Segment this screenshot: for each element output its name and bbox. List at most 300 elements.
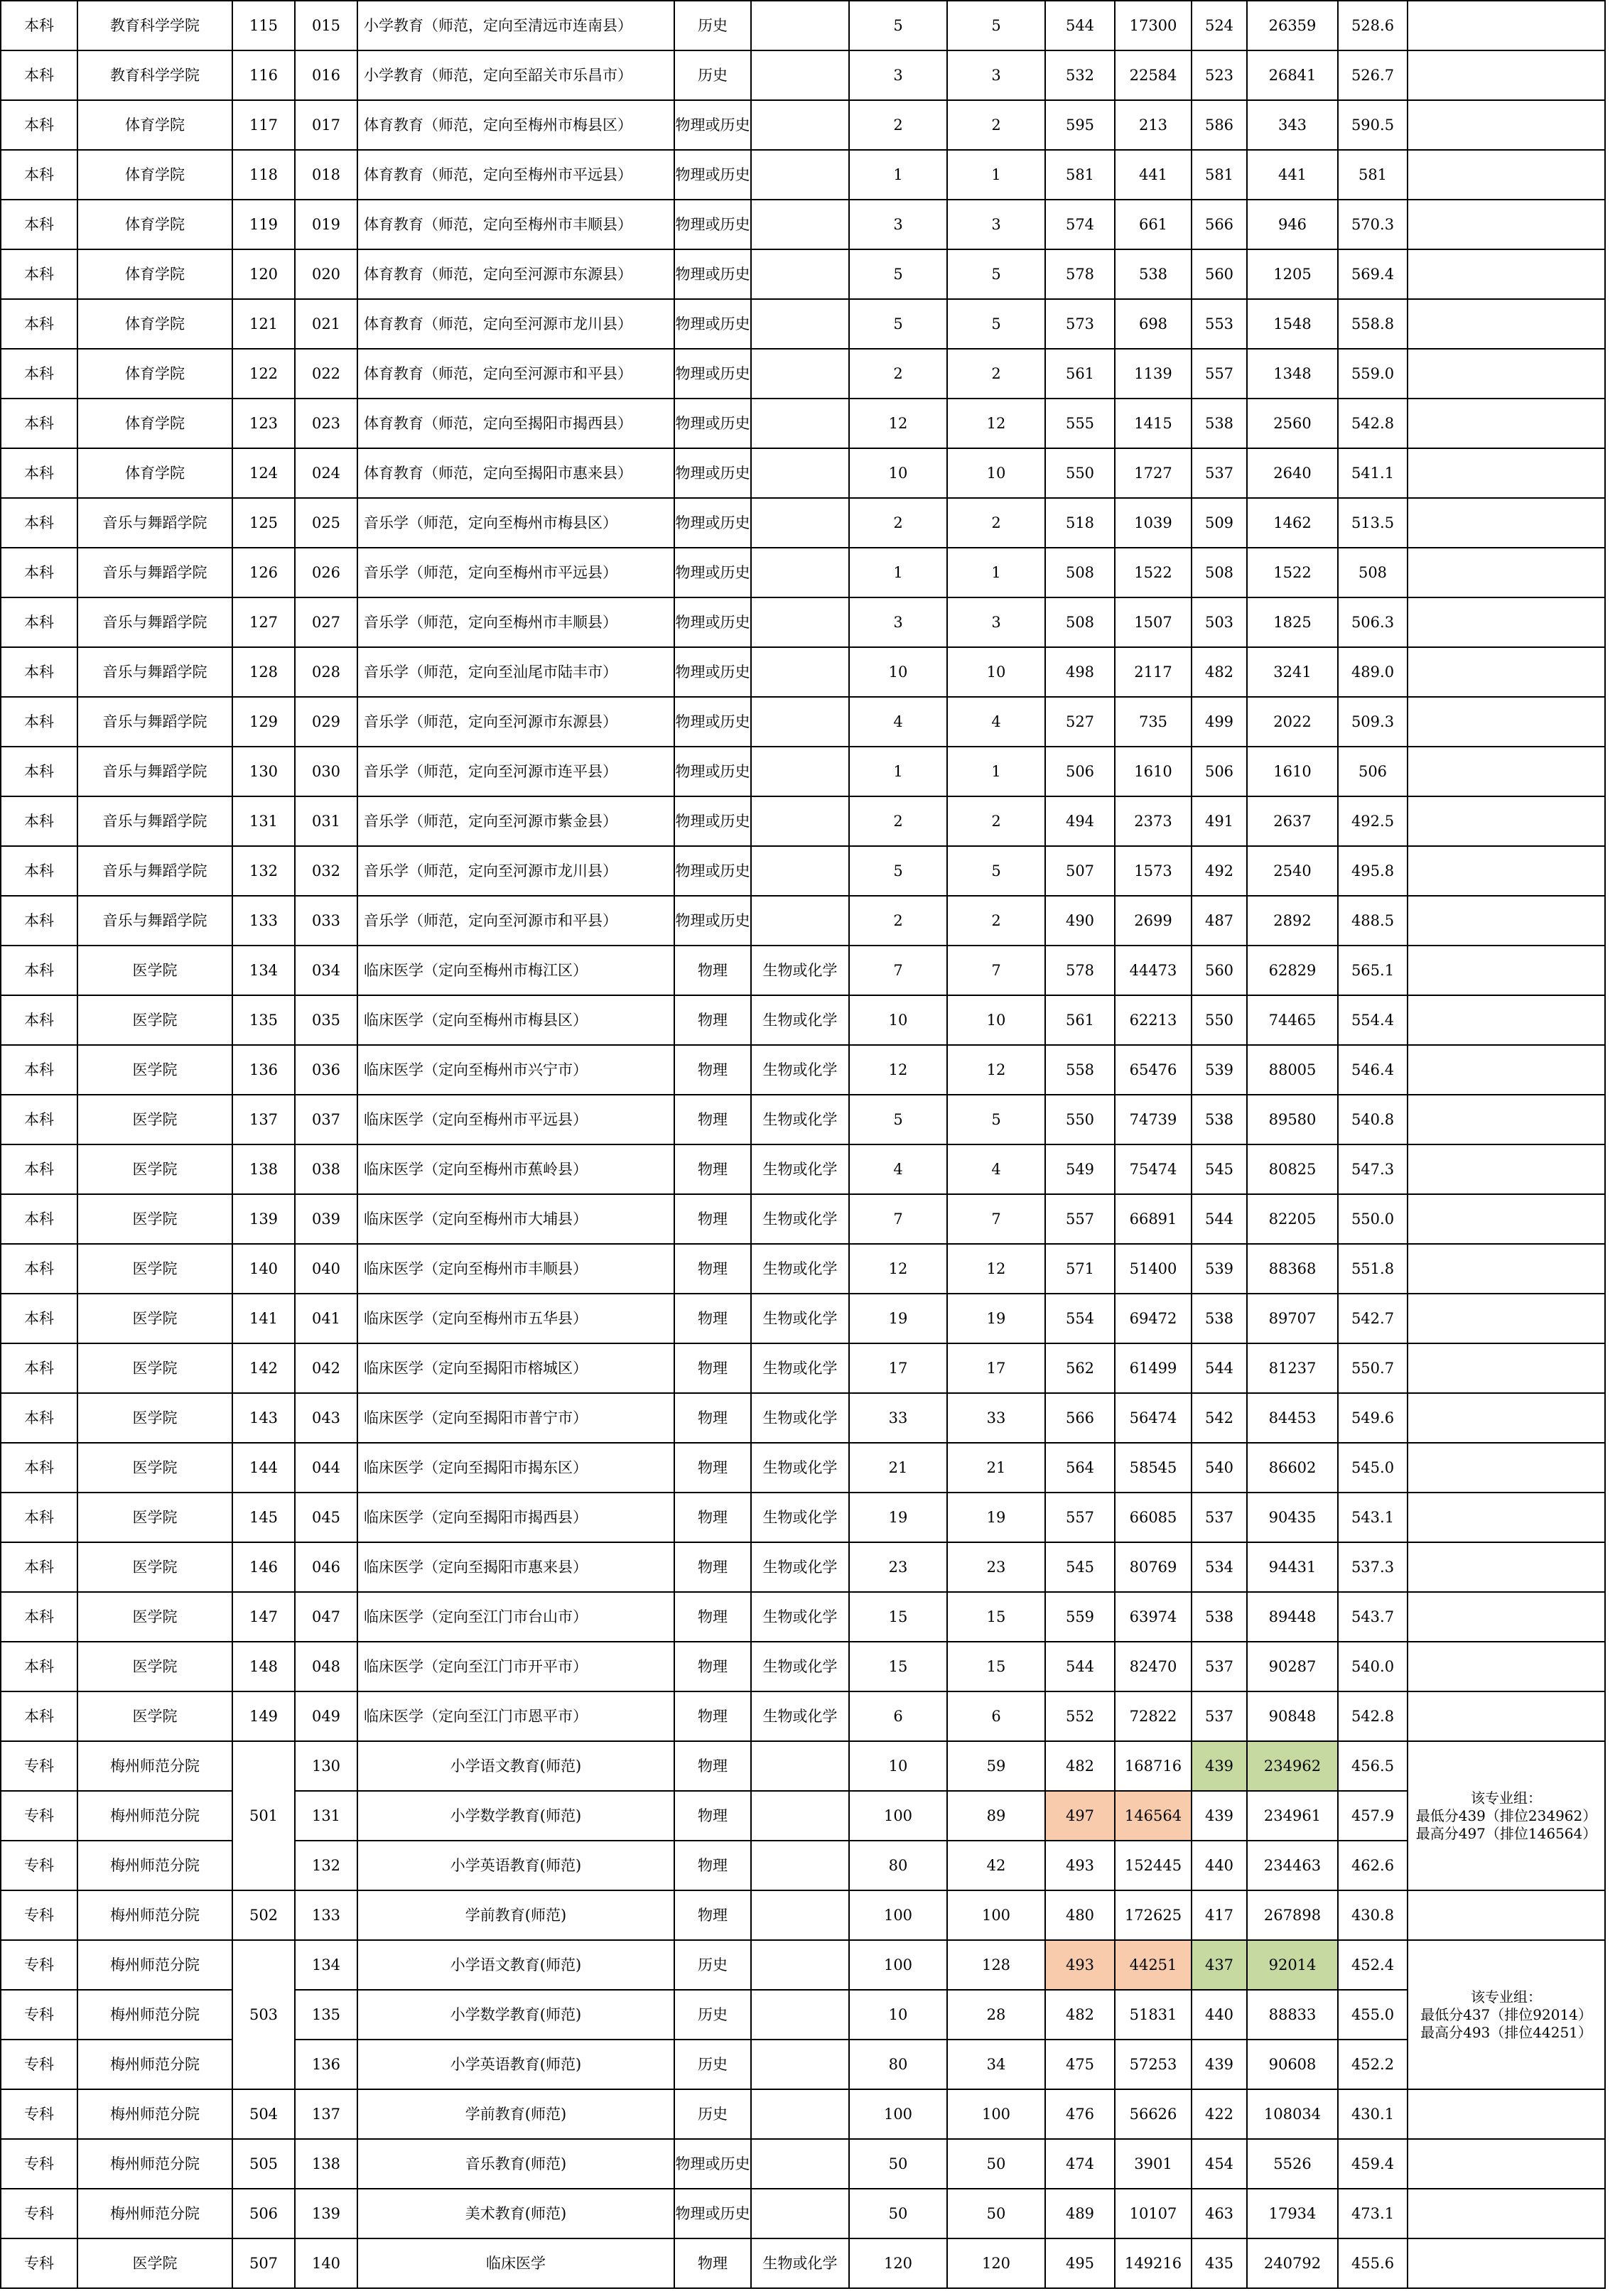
table-row	[1, 1343, 1605, 1393]
cell-subject: 物理	[674, 946, 751, 995]
table-row	[1, 1741, 1605, 1791]
cell-college: 医学院	[77, 1294, 232, 1343]
cell-major: 音乐学（师范，定向至河源市紫金县）	[357, 796, 674, 846]
cell-major: 音乐学（师范，定向至河源市龙川县）	[357, 846, 674, 896]
cell-extra: 生物或化学	[751, 1691, 849, 1741]
cell-avg: 550.7	[1338, 1343, 1408, 1393]
cell-min-rank: 86602	[1247, 1443, 1338, 1493]
cell-min-score: 523	[1192, 50, 1247, 100]
table-row	[1, 150, 1605, 200]
cell-college: 梅州师范分院	[77, 2089, 232, 2139]
cell-major-code: 138	[295, 2139, 357, 2189]
cell-level: 本科	[1, 946, 77, 995]
cell-note	[1408, 2238, 1605, 2288]
cell-max-rank: 735	[1115, 697, 1192, 747]
cell-college: 梅州师范分院	[77, 1940, 232, 1990]
cell-major: 小学数学教育(师范)	[357, 1990, 674, 2040]
cell-major-code: 042	[295, 1343, 357, 1393]
cell-admitted: 50	[947, 2189, 1045, 2238]
cell-min-rank: 2892	[1247, 896, 1338, 946]
cell-plan: 7	[849, 946, 947, 995]
cell-admitted: 17	[947, 1343, 1045, 1393]
cell-note	[1408, 399, 1605, 448]
cell-major-code: 038	[295, 1144, 357, 1194]
cell-major: 临床医学（定向至江门市恩平市）	[357, 1691, 674, 1741]
cell-extra	[751, 100, 849, 150]
cell-extra: 生物或化学	[751, 1443, 849, 1493]
cell-max-score: 550	[1045, 448, 1115, 498]
cell-major: 临床医学（定向至梅州市丰顺县）	[357, 1244, 674, 1294]
cell-max-score: 578	[1045, 249, 1115, 299]
cell-max-rank: 2373	[1115, 796, 1192, 846]
cell-code: 133	[232, 896, 295, 946]
cell-extra: 生物或化学	[751, 1294, 849, 1343]
cell-avg: 581	[1338, 150, 1408, 200]
cell-avg: 430.8	[1338, 1890, 1408, 1940]
cell-admitted: 3	[947, 597, 1045, 647]
cell-min-rank: 81237	[1247, 1343, 1338, 1393]
cell-code: 116	[232, 50, 295, 100]
cell-note	[1408, 1691, 1605, 1741]
cell-major: 临床医学（定向至梅州市梅江区）	[357, 946, 674, 995]
cell-min-rank: 1610	[1247, 747, 1338, 796]
cell-extra	[751, 150, 849, 200]
cell-max-score: 475	[1045, 2040, 1115, 2089]
cell-plan: 10	[849, 647, 947, 697]
cell-max-score: 493	[1045, 1841, 1115, 1890]
cell-subject: 物理	[674, 1095, 751, 1144]
cell-min-score: 503	[1192, 597, 1247, 647]
cell-min-score: 491	[1192, 796, 1247, 846]
table-row	[1, 200, 1605, 249]
table-row	[1, 2189, 1605, 2238]
cell-admitted: 5	[947, 249, 1045, 299]
cell-avg: 452.4	[1338, 1940, 1408, 1990]
cell-level: 本科	[1, 1642, 77, 1691]
cell-max-score: 562	[1045, 1343, 1115, 1393]
cell-extra: 生物或化学	[751, 1244, 849, 1294]
table-row	[1, 995, 1605, 1045]
cell-major-code: 035	[295, 995, 357, 1045]
cell-major-code: 028	[295, 647, 357, 697]
cell-note	[1408, 2139, 1605, 2189]
cell-avg: 546.4	[1338, 1045, 1408, 1095]
table-row	[1, 1, 1605, 50]
cell-code: 119	[232, 200, 295, 249]
cell-note	[1408, 697, 1605, 747]
cell-subject: 物理或历史	[674, 448, 751, 498]
table-row	[1, 2139, 1605, 2189]
cell-extra	[751, 1940, 849, 1990]
cell-college: 音乐与舞蹈学院	[77, 597, 232, 647]
cell-code: 136	[232, 1045, 295, 1095]
cell-subject: 历史	[674, 1, 751, 50]
cell-college: 体育学院	[77, 249, 232, 299]
cell-min-rank: 5526	[1247, 2139, 1338, 2189]
cell-extra	[751, 498, 849, 548]
table-row	[1, 1244, 1605, 1294]
cell-note	[1408, 249, 1605, 299]
cell-major-code: 049	[295, 1691, 357, 1741]
cell-plan: 100	[849, 1791, 947, 1841]
cell-level: 专科	[1, 2189, 77, 2238]
cell-plan: 3	[849, 597, 947, 647]
cell-admitted: 5	[947, 299, 1045, 349]
cell-subject: 物理或历史	[674, 647, 751, 697]
cell-max-score: 561	[1045, 995, 1115, 1045]
cell-admitted: 6	[947, 1691, 1045, 1741]
cell-max-rank: 1610	[1115, 747, 1192, 796]
cell-avg: 570.3	[1338, 200, 1408, 249]
cell-min-score: 463	[1192, 2189, 1247, 2238]
cell-code: 130	[232, 747, 295, 796]
cell-extra	[751, 1890, 849, 1940]
cell-extra	[751, 399, 849, 448]
cell-note	[1408, 1045, 1605, 1095]
cell-college: 音乐与舞蹈学院	[77, 747, 232, 796]
cell-code: 149	[232, 1691, 295, 1741]
cell-college: 医学院	[77, 1592, 232, 1642]
cell-min-score: 538	[1192, 399, 1247, 448]
cell-subject: 物理	[674, 1741, 751, 1791]
cell-plan: 50	[849, 2189, 947, 2238]
cell-max-score: 480	[1045, 1890, 1115, 1940]
cell-college: 医学院	[77, 1493, 232, 1542]
cell-major: 小学教育（师范，定向至清远市连南县）	[357, 1, 674, 50]
cell-max-score: 508	[1045, 548, 1115, 597]
cell-max-score: 545	[1045, 1542, 1115, 1592]
cell-code: 139	[232, 1194, 295, 1244]
cell-subject: 物理或历史	[674, 399, 751, 448]
cell-level: 本科	[1, 249, 77, 299]
cell-major: 音乐学（师范，定向至梅州市梅县区）	[357, 498, 674, 548]
cell-min-rank: 267898	[1247, 1890, 1338, 1940]
cell-college: 音乐与舞蹈学院	[77, 896, 232, 946]
cell-major: 小学教育（师范，定向至韶关市乐昌市）	[357, 50, 674, 100]
cell-avg: 430.1	[1338, 2089, 1408, 2139]
cell-admitted: 4	[947, 697, 1045, 747]
cell-max-rank: 1522	[1115, 548, 1192, 597]
cell-max-score: 557	[1045, 1493, 1115, 1542]
cell-plan: 4	[849, 697, 947, 747]
cell-major-code: 135	[295, 1990, 357, 2040]
cell-major-code: 016	[295, 50, 357, 100]
cell-plan: 3	[849, 200, 947, 249]
cell-major: 美术教育(师范)	[357, 2189, 674, 2238]
cell-max-rank: 1507	[1115, 597, 1192, 647]
cell-avg: 547.3	[1338, 1144, 1408, 1194]
cell-min-rank: 84453	[1247, 1393, 1338, 1443]
cell-avg: 492.5	[1338, 796, 1408, 846]
cell-min-score: 550	[1192, 995, 1247, 1045]
cell-note	[1408, 2089, 1605, 2139]
cell-level: 本科	[1, 1542, 77, 1592]
cell-min-score: 487	[1192, 896, 1247, 946]
cell-subject: 物理	[674, 1443, 751, 1493]
cell-note	[1408, 548, 1605, 597]
cell-min-rank: 90435	[1247, 1493, 1338, 1542]
cell-min-score: 539	[1192, 1244, 1247, 1294]
cell-major-code: 024	[295, 448, 357, 498]
cell-extra	[751, 647, 849, 697]
cell-min-rank: 2022	[1247, 697, 1338, 747]
cell-major: 音乐学（师范，定向至河源市连平县）	[357, 747, 674, 796]
cell-level: 本科	[1, 1493, 77, 1542]
cell-min-score: 439	[1192, 2040, 1247, 2089]
cell-admitted: 7	[947, 946, 1045, 995]
cell-min-rank: 82205	[1247, 1194, 1338, 1244]
cell-plan: 10	[849, 995, 947, 1045]
table-row	[1, 896, 1605, 946]
cell-max-rank: 698	[1115, 299, 1192, 349]
cell-subject: 物理或历史	[674, 100, 751, 150]
cell-admitted: 33	[947, 1393, 1045, 1443]
table-row	[1, 498, 1605, 548]
cell-max-rank: 2117	[1115, 647, 1192, 697]
cell-subject: 物理	[674, 1791, 751, 1841]
cell-level: 本科	[1, 1343, 77, 1393]
cell-plan: 21	[849, 1443, 947, 1493]
cell-college: 医学院	[77, 946, 232, 995]
cell-major: 临床医学	[357, 2238, 674, 2288]
cell-avg: 455.0	[1338, 1990, 1408, 2040]
cell-max-rank: 66891	[1115, 1194, 1192, 1244]
cell-max-score: 557	[1045, 1194, 1115, 1244]
cell-min-rank: 90848	[1247, 1691, 1338, 1741]
cell-major-code: 037	[295, 1095, 357, 1144]
cell-college: 医学院	[77, 1393, 232, 1443]
cell-level: 专科	[1, 2089, 77, 2139]
cell-min-score: 534	[1192, 1542, 1247, 1592]
cell-code: 129	[232, 697, 295, 747]
cell-max-rank: 56626	[1115, 2089, 1192, 2139]
cell-major-code: 043	[295, 1393, 357, 1443]
cell-max-rank: 1039	[1115, 498, 1192, 548]
cell-min-rank: 1462	[1247, 498, 1338, 548]
cell-admitted: 2	[947, 498, 1045, 548]
cell-group-code: 506	[232, 2189, 295, 2238]
cell-subject: 物理	[674, 1045, 751, 1095]
cell-admitted: 1	[947, 747, 1045, 796]
cell-code: 146	[232, 1542, 295, 1592]
cell-extra	[751, 747, 849, 796]
cell-subject: 物理	[674, 2238, 751, 2288]
cell-extra	[751, 2089, 849, 2139]
cell-max-rank: 51400	[1115, 1244, 1192, 1294]
cell-avg: 537.3	[1338, 1542, 1408, 1592]
table-row	[1, 100, 1605, 150]
cell-code: 145	[232, 1493, 295, 1542]
cell-min-rank: 62829	[1247, 946, 1338, 995]
cell-subject: 物理或历史	[674, 2139, 751, 2189]
cell-max-rank: 213	[1115, 100, 1192, 150]
table-row	[1, 946, 1605, 995]
cell-min-rank: 92014	[1247, 1940, 1338, 1990]
cell-college: 医学院	[77, 1642, 232, 1691]
cell-max-score: 476	[1045, 2089, 1115, 2139]
cell-level: 专科	[1, 1890, 77, 1940]
cell-extra: 生物或化学	[751, 1642, 849, 1691]
cell-max-rank: 1727	[1115, 448, 1192, 498]
cell-max-score: 554	[1045, 1294, 1115, 1343]
cell-avg: 541.1	[1338, 448, 1408, 498]
cell-admitted: 10	[947, 448, 1045, 498]
cell-plan: 1	[849, 548, 947, 597]
cell-min-score: 539	[1192, 1045, 1247, 1095]
cell-major: 临床医学（定向至梅州市大埔县）	[357, 1194, 674, 1244]
cell-min-rank: 1205	[1247, 249, 1338, 299]
cell-min-rank: 90608	[1247, 2040, 1338, 2089]
cell-min-score: 586	[1192, 100, 1247, 150]
cell-admitted: 34	[947, 2040, 1045, 2089]
cell-min-rank: 89707	[1247, 1294, 1338, 1343]
cell-plan: 10	[849, 1990, 947, 2040]
cell-major: 体育教育（师范，定向至揭阳市揭西县）	[357, 399, 674, 448]
cell-major-code: 040	[295, 1244, 357, 1294]
cell-max-rank: 661	[1115, 200, 1192, 249]
cell-min-score: 537	[1192, 1642, 1247, 1691]
table-row	[1, 1493, 1605, 1542]
cell-avg: 526.7	[1338, 50, 1408, 100]
cell-max-score: 498	[1045, 647, 1115, 697]
table-row	[1, 399, 1605, 448]
cell-admitted: 15	[947, 1642, 1045, 1691]
cell-min-score: 482	[1192, 647, 1247, 697]
cell-code: 132	[232, 846, 295, 896]
cell-subject: 物理或历史	[674, 150, 751, 200]
cell-subject: 物理或历史	[674, 796, 751, 846]
cell-plan: 5	[849, 846, 947, 896]
cell-code: 134	[232, 946, 295, 995]
cell-subject: 物理	[674, 1691, 751, 1741]
cell-code: 128	[232, 647, 295, 697]
cell-admitted: 59	[947, 1741, 1045, 1791]
cell-min-rank: 26359	[1247, 1, 1338, 50]
cell-note	[1408, 2189, 1605, 2238]
table-row	[1, 1294, 1605, 1343]
cell-max-score: 555	[1045, 399, 1115, 448]
cell-note	[1408, 1, 1605, 50]
cell-admitted: 5	[947, 1, 1045, 50]
cell-major-code: 034	[295, 946, 357, 995]
cell-extra	[751, 1, 849, 50]
cell-code: 118	[232, 150, 295, 200]
cell-code: 117	[232, 100, 295, 150]
cell-max-rank: 149216	[1115, 2238, 1192, 2288]
cell-max-rank: 51831	[1115, 1990, 1192, 2040]
cell-admitted: 15	[947, 1592, 1045, 1642]
cell-level: 专科	[1, 1841, 77, 1890]
cell-max-score: 474	[1045, 2139, 1115, 2189]
cell-min-rank: 343	[1247, 100, 1338, 150]
cell-min-score: 440	[1192, 1841, 1247, 1890]
cell-max-score: 558	[1045, 1045, 1115, 1095]
table-row	[1, 1940, 1605, 1990]
cell-max-rank: 62213	[1115, 995, 1192, 1045]
cell-note	[1408, 796, 1605, 846]
table-row	[1, 349, 1605, 399]
cell-avg: 513.5	[1338, 498, 1408, 548]
cell-plan: 7	[849, 1194, 947, 1244]
cell-major: 音乐学（师范，定向至河源市东源县）	[357, 697, 674, 747]
cell-note	[1408, 1244, 1605, 1294]
cell-code: 124	[232, 448, 295, 498]
cell-plan: 80	[849, 2040, 947, 2089]
cell-admitted: 5	[947, 1095, 1045, 1144]
cell-code: 115	[232, 1, 295, 50]
cell-plan: 100	[849, 2089, 947, 2139]
cell-subject: 历史	[674, 1990, 751, 2040]
cell-level: 本科	[1, 349, 77, 399]
cell-max-rank: 146564	[1115, 1791, 1192, 1841]
cell-level: 本科	[1, 796, 77, 846]
table-row	[1, 299, 1605, 349]
cell-note	[1408, 349, 1605, 399]
cell-subject: 历史	[674, 50, 751, 100]
cell-max-rank: 74739	[1115, 1095, 1192, 1144]
table-row	[1, 796, 1605, 846]
cell-admitted: 2	[947, 796, 1045, 846]
cell-college: 体育学院	[77, 299, 232, 349]
cell-min-score: 544	[1192, 1343, 1247, 1393]
cell-subject: 物理或历史	[674, 200, 751, 249]
table-row	[1, 597, 1605, 647]
cell-major: 小学语文教育(师范)	[357, 1741, 674, 1791]
cell-max-score: 506	[1045, 747, 1115, 796]
cell-note	[1408, 896, 1605, 946]
cell-avg: 559.0	[1338, 349, 1408, 399]
cell-major-code: 022	[295, 349, 357, 399]
cell-major-code: 046	[295, 1542, 357, 1592]
cell-admitted: 19	[947, 1493, 1045, 1542]
table-row	[1, 846, 1605, 896]
cell-note	[1408, 1343, 1605, 1393]
table-row	[1, 1691, 1605, 1741]
cell-min-score: 499	[1192, 697, 1247, 747]
cell-major: 临床医学（定向至梅州市平远县）	[357, 1095, 674, 1144]
cell-max-rank: 1415	[1115, 399, 1192, 448]
cell-level: 本科	[1, 1144, 77, 1194]
cell-college: 医学院	[77, 1691, 232, 1741]
cell-extra: 生物或化学	[751, 1144, 849, 1194]
cell-max-rank: 172625	[1115, 1890, 1192, 1940]
cell-extra	[751, 697, 849, 747]
cell-major-code: 132	[295, 1841, 357, 1890]
cell-admitted: 2	[947, 896, 1045, 946]
cell-max-rank: 66085	[1115, 1493, 1192, 1542]
cell-avg: 456.5	[1338, 1741, 1408, 1791]
cell-extra	[751, 2040, 849, 2089]
cell-min-score: 560	[1192, 249, 1247, 299]
cell-college: 医学院	[77, 1244, 232, 1294]
cell-max-score: 544	[1045, 1, 1115, 50]
cell-max-rank: 22584	[1115, 50, 1192, 100]
cell-note	[1408, 1294, 1605, 1343]
cell-admitted: 89	[947, 1791, 1045, 1841]
cell-extra	[751, 299, 849, 349]
cell-college: 音乐与舞蹈学院	[77, 498, 232, 548]
cell-extra: 生物或化学	[751, 1194, 849, 1244]
cell-max-score: 518	[1045, 498, 1115, 548]
cell-avg: 489.0	[1338, 647, 1408, 697]
cell-level: 本科	[1, 1095, 77, 1144]
cell-college: 梅州师范分院	[77, 1841, 232, 1890]
cell-major: 音乐学（师范，定向至梅州市平远县）	[357, 548, 674, 597]
cell-min-score: 537	[1192, 1493, 1247, 1542]
cell-plan: 12	[849, 399, 947, 448]
cell-note	[1408, 1642, 1605, 1691]
cell-max-score: 482	[1045, 1990, 1115, 2040]
